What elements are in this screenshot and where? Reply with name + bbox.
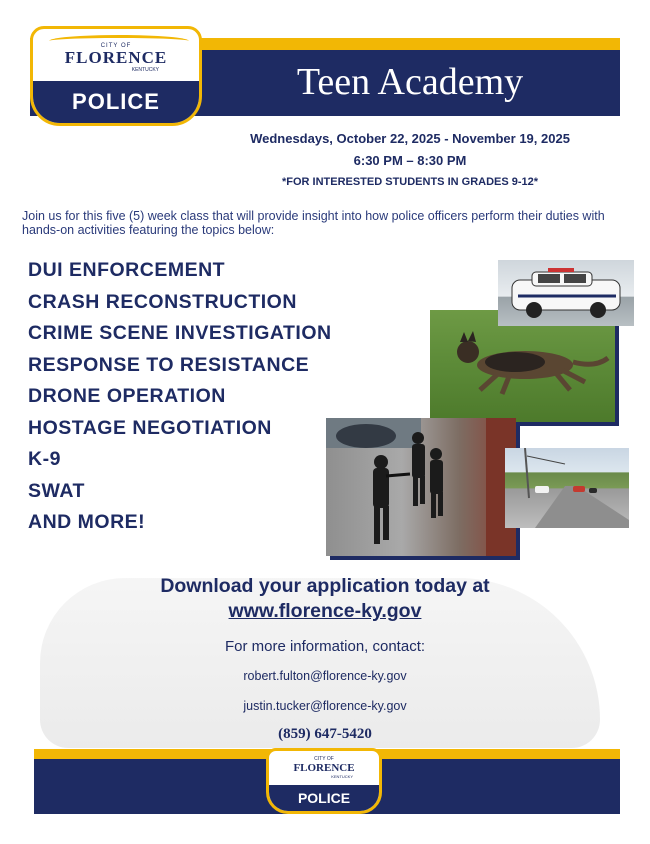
road-icon: [505, 448, 629, 528]
footer-logo-department: POLICE: [269, 785, 379, 811]
logo-city: [33, 43, 199, 73]
footer-police-logo: [266, 748, 382, 814]
topic-item: AND MORE!: [28, 511, 146, 533]
topic-item: K-9: [28, 448, 61, 470]
dog-icon: [430, 310, 615, 422]
contact-email-1[interactable]: robert.fulton@florence-ky.gov: [243, 669, 407, 683]
logo-city-prefix: CITY OF: [100, 43, 132, 49]
contact-heading: For more information, contact:: [224, 638, 426, 655]
footer-logo-state: KENTUCKY: [331, 774, 353, 779]
contact-phone[interactable]: (859) 647-5420: [278, 726, 372, 742]
schedule-dates: Wednesdays, October 22, 2025 - November 19, 2025: [250, 131, 570, 146]
download-cta: Download your application today at: [160, 575, 490, 597]
logo-city-name: FLORENCE: [64, 48, 168, 67]
topic-list: [28, 255, 332, 539]
page-title: Teen Academy: [296, 61, 524, 103]
police-logo: [30, 26, 202, 126]
suv-icon: [498, 260, 634, 326]
logo-state: KENTUCKY: [131, 67, 159, 73]
footer-logo-city-prefix: CITY OF: [314, 756, 334, 762]
crash-scene-photo: [505, 448, 629, 528]
topic-item: RESPONSE TO RESISTANCE: [28, 353, 310, 376]
swat-team-photo: [326, 418, 516, 556]
topic-item: HOSTAGE NEGOTIATION: [28, 416, 272, 439]
footer-logo-city-name: FLORENCE: [293, 762, 355, 774]
topic-item: CRIME SCENE INVESTIGATION: [28, 322, 332, 344]
topic-item: DRONE OPERATION: [28, 385, 226, 407]
k9-dog-photo: [430, 310, 615, 422]
website-link[interactable]: www.florence-ky.gov: [228, 600, 422, 622]
schedule-eligibility: *FOR INTERESTED STUDENTS IN GRADES 9-12*: [281, 176, 539, 188]
police-car-photo: [498, 260, 634, 326]
schedule-time: 6:30 PM – 8:30 PM: [353, 153, 467, 168]
schedule: [200, 128, 620, 192]
topic-item: DUI ENFORCEMENT: [28, 259, 226, 281]
contact-email-2[interactable]: justin.tucker@florence-ky.gov: [243, 699, 407, 713]
topic-item: SWAT: [28, 479, 85, 502]
footer-logo-city: [269, 756, 379, 779]
logo-department: POLICE: [33, 81, 199, 123]
intro-text: Join us for this five (5) week class that will provide insight into how police officers perform their duties with hands-on activities featuring the topics below:: [22, 209, 605, 237]
topic-item: CRASH RECONSTRUCTION: [28, 290, 297, 313]
swat-officers-icon: [326, 418, 516, 556]
